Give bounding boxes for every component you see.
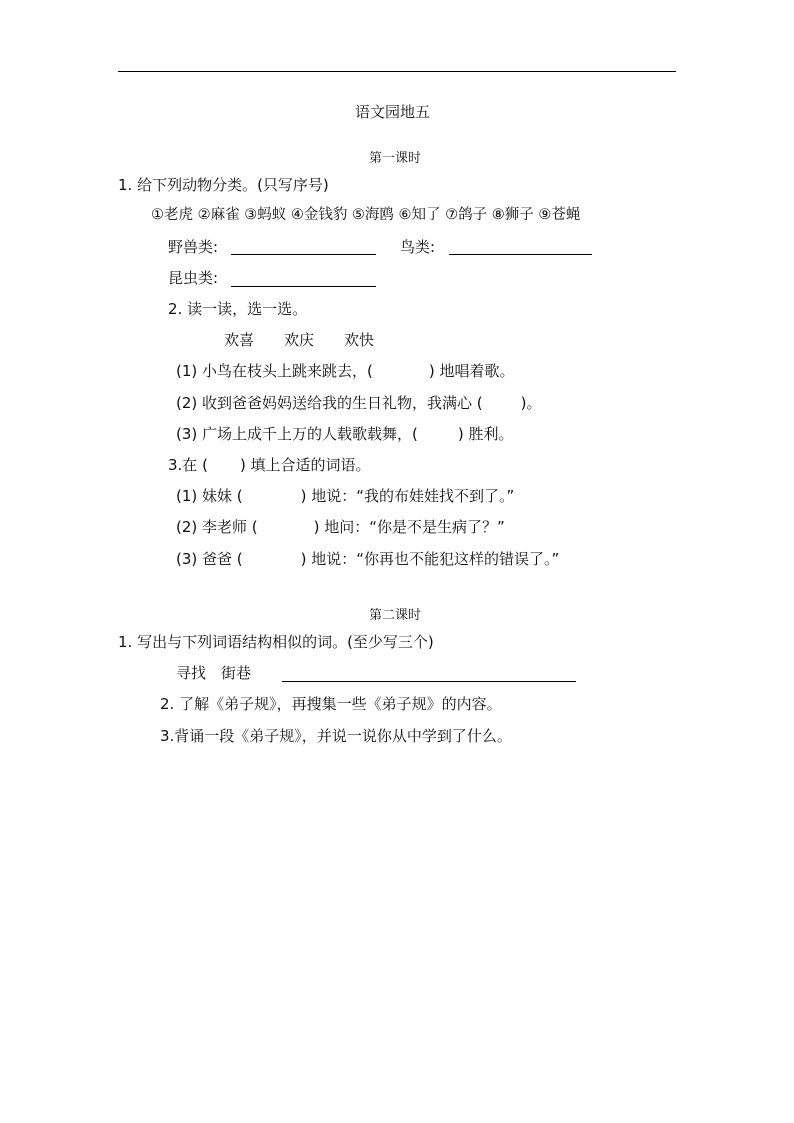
q1-prompt: 1. 给下列动物分类。(只写序号) [118,176,329,194]
bird-answer-blank[interactable] [449,254,592,255]
lesson2-q1-prompt: 1. 写出与下列词语结构相似的词。(至少写三个) [118,633,434,651]
q2-prompt: 2. 读一读，选一选。 [168,300,308,318]
beast-label: 野兽类: [168,238,219,256]
q3-sentence-1: (1) 妹妹 ( ) 地说：“我的布娃娃找不到了。” [176,487,515,505]
insect-answer-blank[interactable] [231,286,376,287]
q1-animal-list: ①老虎 ②麻雀 ③蚂蚁 ④金钱豹 ⑤海鸥 ⑥知了 ⑦鸽子 ⑧狮子 ⑨苍蝇 [151,207,581,223]
lesson2-q2-prompt: 2. 了解《弟子规》，再搜集一些《弟子规》的内容。 [160,695,502,713]
q2-word-options: 欢喜 欢庆 欢快 [224,331,375,349]
lesson2-q3-prompt: 3.背诵一段《弟子规》，并说一说你从中学到了什么。 [160,727,512,745]
lesson1-heading: 第一课时 [369,151,422,166]
q3-sentence-2: (2) 李老师 ( ) 地问：“你是不是生病了？” [176,518,505,536]
q2-sentence-2: (2) 收到爸爸妈妈送给我的生日礼物，我满心 ( )。 [176,394,542,412]
bird-label: 鸟类: [400,238,436,256]
q2-sentence-1: (1) 小鸟在枝头上跳来跳去，( ) 地唱着歌。 [176,362,515,380]
beast-answer-blank[interactable] [231,254,376,255]
lesson2-q1-answer-blank[interactable] [282,681,576,682]
top-rule [118,71,676,72]
lesson2-q1-words: 寻找 街巷 [176,664,252,682]
lesson2-heading: 第二课时 [369,608,422,623]
q3-sentence-3: (3) 爸爸 ( ) 地说：“你再也不能犯这样的错误了。” [176,550,560,568]
insect-label: 昆虫类: [168,269,219,287]
page-title: 语文园地五 [355,103,431,121]
q2-sentence-3: (3) 广场上成千上万的人载歌载舞，( ) 胜利。 [176,425,514,443]
q3-prompt: 3.在 ( ) 填上合适的词语。 [168,456,371,474]
